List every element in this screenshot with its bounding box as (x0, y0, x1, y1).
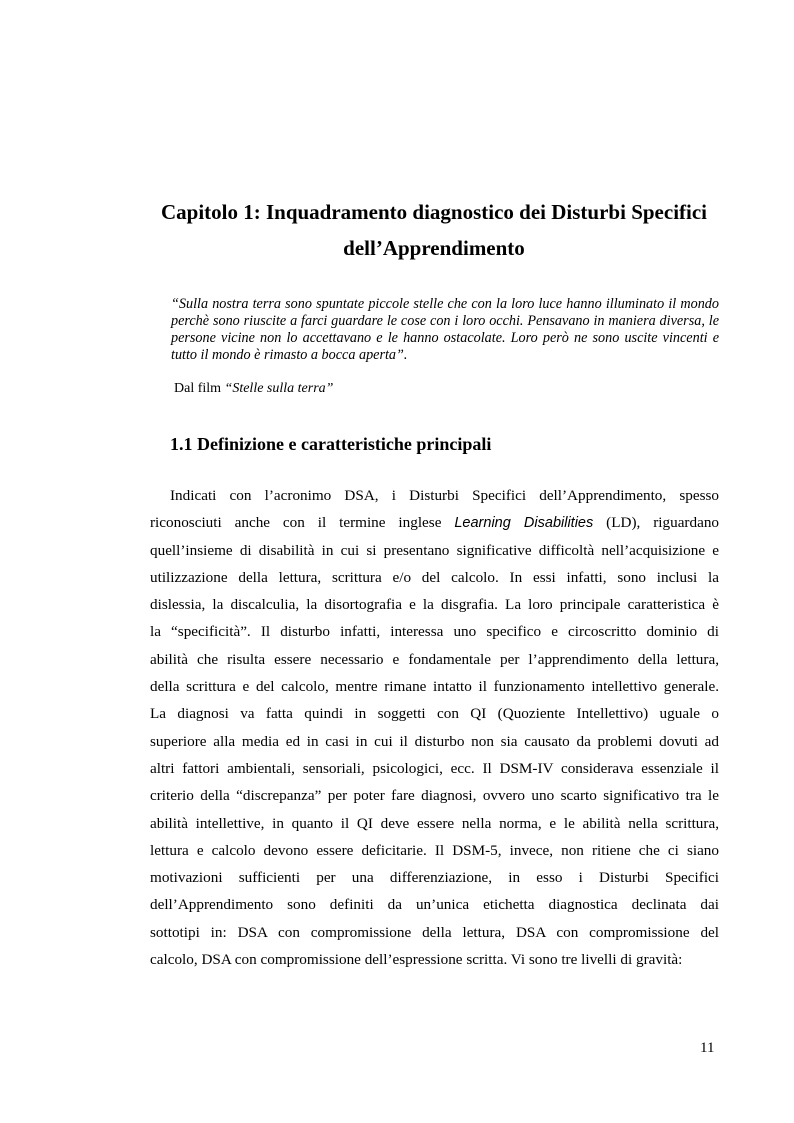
section-title: 1.1 Definizione e caratteristiche principali (170, 434, 492, 454)
body-line: criterio della “discrepanza” per poter fare diagnosi, ovvero uno scarto significativo tra le (150, 787, 719, 805)
body-line: La diagnosi va fatta quindi in soggetti con QI (Quoziente Intellettivo) uguale o (150, 705, 719, 723)
body-line-term: Learning Disabilities (454, 515, 594, 532)
body-line: altri fattori ambientali, sensoriali, psicologici, ecc. Il DSM-IV considerava essenziale il (150, 759, 719, 777)
body-line: abilità che risulta essere necessario e fondamentale per l’apprendimento della lettura, (150, 650, 719, 668)
body-paragraph (150, 482, 719, 973)
body-line: lettura e calcolo devono essere deficitarie. Il DSM-5, invece, non ritiene che ci siano (150, 841, 719, 859)
body-line: la “specificità”. Il disturbo infatti, interessa uno specifico e circoscritto dominio di (150, 623, 719, 641)
body-line: dislessia, la discalculia, la disortografia e la disgrafia. La loro principale caratteristica è (150, 596, 719, 614)
body-line-part: (LD), riguardano (593, 514, 720, 532)
body-line: dell’Apprendimento sono definiti da un’unica etichetta diagnostica declinata dai (150, 896, 719, 914)
body-line: abilità intellettive, in quanto il QI deve essere nella norma, e le abilità nella scrittura, (150, 814, 719, 832)
epigraph-source (174, 381, 333, 397)
body-line: superiore alla media ed in casi in cui il disturbo non sia causato da problemi dovuti ad (150, 732, 719, 750)
epigraph-quote: “Sulla nostra terra sono spuntate piccole stelle che con la loro luce hanno illuminato il mondo perchè sono riuscite a farci guardare le cose con i loro occhi. Pensavano in maniera diversa, le persone vicine non lo accettavano e le hanno ostacolate. Loro però ne sono uscite vincenti e tutto il mondo è rimasto a bocca aperta”. (171, 296, 719, 363)
epigraph-source-prefix: Dal film (174, 381, 225, 396)
chapter-title-line-1: Capitolo 1: Inquadramento diagnostico dei Disturbi Specifici (160, 200, 708, 224)
body-line: Indicati con l’acronimo DSA, i Disturbi Specifici dell’Apprendimento, spesso (170, 487, 719, 504)
body-line (150, 509, 719, 536)
body-line-part: riconosciuti anche con il termine inglese (150, 514, 455, 532)
page-number: 11 (700, 1040, 715, 1056)
body-line: calcolo, DSA con compromissione dell’espressione scritta. Vi sono tre livelli di gravità: (150, 951, 683, 969)
body-line: della scrittura e del calcolo, mentre rimane intatto il funzionamento intellettivo generale. (150, 678, 719, 696)
chapter-title-line-2: dell’Apprendimento (343, 236, 525, 260)
chapter-title (140, 194, 728, 266)
body-line: sottotipi in: DSA con compromissione della lettura, DSA con compromissione del (150, 923, 719, 941)
epigraph-source-title: “Stelle sulla terra” (224, 381, 334, 396)
body-line: utilizzazione della lettura, scrittura e/o del calcolo. In essi infatti, sono inclusi la (150, 568, 719, 586)
body-line: quell’insieme di disabilità in cui si presentano significative difficoltà nell’acquisizione e (150, 541, 719, 559)
body-line: motivazioni sufficienti per una differenziazione, in esso i Disturbi Specifici (150, 869, 719, 887)
